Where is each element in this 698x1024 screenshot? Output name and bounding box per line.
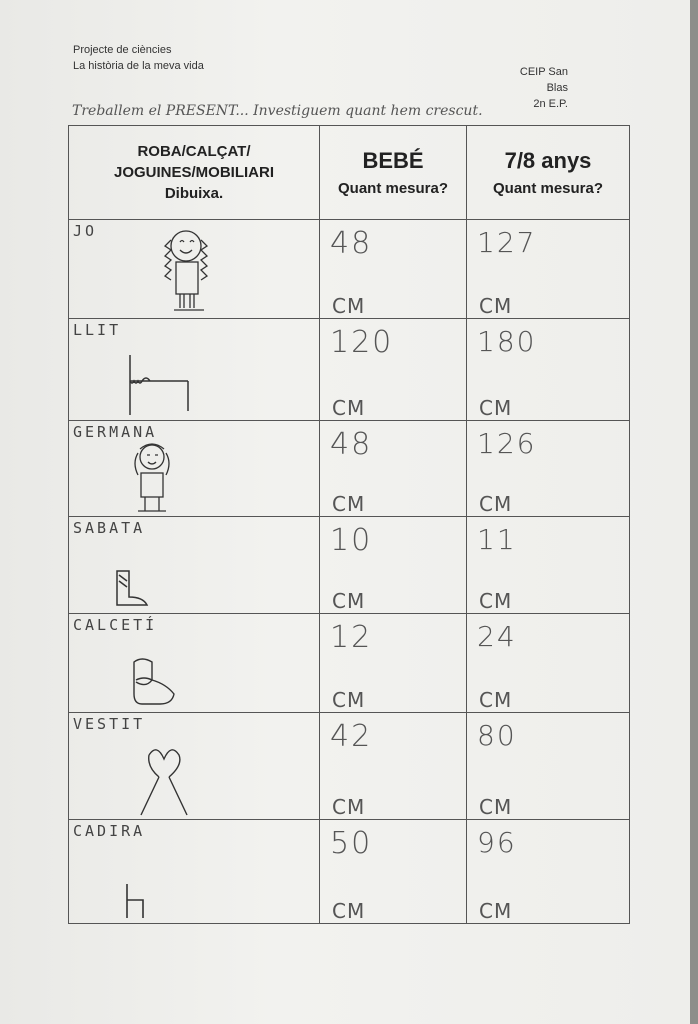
item-cell xyxy=(69,319,320,421)
baby-measure-unit: CM xyxy=(332,294,366,318)
age78-measure-unit: CM xyxy=(479,899,513,923)
project-line-1: Projecte de ciències xyxy=(73,44,172,56)
item-label: CADIRA xyxy=(73,822,146,840)
item-label: SABATA xyxy=(73,519,146,537)
age78-measure-value: 127 xyxy=(477,226,537,259)
table-row xyxy=(69,820,630,924)
item-label: GERMANA xyxy=(73,423,158,441)
baby-value-cell xyxy=(320,220,467,319)
baby-value-cell xyxy=(320,713,467,820)
table-header-row xyxy=(69,126,630,220)
item-label: CALCETÍ xyxy=(73,616,158,634)
girl-self-drawing xyxy=(144,228,244,314)
age78-measure-value: 80 xyxy=(477,719,517,752)
age78-measure-value: 96 xyxy=(477,826,517,859)
age78-measure-value: 11 xyxy=(477,523,517,556)
age78-measure-unit: CM xyxy=(479,795,513,819)
table-row xyxy=(69,421,630,517)
measurement-table xyxy=(68,125,630,924)
grade-label: 2n E.P. xyxy=(533,98,568,110)
items-header-line-2: JOGUINES/MOBILIARI xyxy=(113,164,274,181)
dress-drawing xyxy=(129,745,199,817)
items-header-line-3: Dibuixa. xyxy=(164,185,224,202)
baby-measure-value: 120 xyxy=(330,325,394,360)
item-label: VESTIT xyxy=(73,715,146,733)
sock-drawing xyxy=(124,654,184,708)
age78-measure-value: 180 xyxy=(477,325,537,358)
age78-measure-unit: CM xyxy=(479,492,513,516)
baby-value-cell xyxy=(320,319,467,421)
table-row xyxy=(69,614,630,713)
item-cell xyxy=(69,421,320,517)
items-header-line-1: ROBA/CALÇAT/ xyxy=(137,143,251,160)
item-label: JO xyxy=(73,222,98,240)
baby-measure-value: 12 xyxy=(330,620,373,655)
age78-value-cell xyxy=(467,421,630,517)
baby-column-title: BEBÉ xyxy=(362,148,424,173)
school-heading xyxy=(498,64,568,112)
age78-measure-unit: CM xyxy=(479,294,513,318)
age78-column-header xyxy=(467,126,630,220)
age78-value-cell xyxy=(467,319,630,421)
baby-measure-unit: CM xyxy=(332,795,366,819)
worksheet-subtitle: Treballem el PRESENT... Investiguem quant hem crescut. xyxy=(72,103,483,119)
baby-measure-unit: CM xyxy=(332,688,366,712)
sister-drawing xyxy=(124,439,184,515)
baby-column-subtitle: Quant mesura? xyxy=(337,180,449,197)
item-cell xyxy=(69,713,320,820)
item-label: LLIT xyxy=(73,321,122,339)
baby-measure-value: 48 xyxy=(330,226,373,261)
baby-measure-unit: CM xyxy=(332,492,366,516)
age78-value-cell xyxy=(467,517,630,614)
project-line-2: La història de la meva vida xyxy=(73,60,204,72)
baby-column-header xyxy=(320,126,467,220)
age78-measure-unit: CM xyxy=(479,688,513,712)
age78-value-cell xyxy=(467,614,630,713)
item-cell xyxy=(69,517,320,614)
item-cell xyxy=(69,220,320,319)
age78-measure-unit: CM xyxy=(479,396,513,420)
shoe-drawing xyxy=(109,567,159,611)
baby-measure-unit: CM xyxy=(332,589,366,613)
baby-measure-unit: CM xyxy=(332,899,366,923)
age78-measure-value: 126 xyxy=(477,427,537,460)
baby-value-cell xyxy=(320,820,467,924)
baby-value-cell xyxy=(320,517,467,614)
page-edge-shadow xyxy=(690,0,698,1024)
table-row xyxy=(69,220,630,319)
item-cell xyxy=(69,820,320,924)
baby-value-cell xyxy=(320,614,467,713)
item-cell xyxy=(69,614,320,713)
age78-value-cell xyxy=(467,220,630,319)
table-row xyxy=(69,319,630,421)
table-row xyxy=(69,517,630,614)
baby-measure-value: 48 xyxy=(330,427,373,462)
items-column-header xyxy=(69,126,320,220)
age78-measure-value: 24 xyxy=(477,620,517,653)
baby-measure-value: 10 xyxy=(330,523,373,558)
age78-measure-unit: CM xyxy=(479,589,513,613)
table-row xyxy=(69,713,630,820)
baby-measure-unit: CM xyxy=(332,396,366,420)
baby-measure-value: 50 xyxy=(330,826,373,861)
baby-value-cell xyxy=(320,421,467,517)
chair-drawing xyxy=(121,882,151,920)
baby-measure-value: 42 xyxy=(330,719,373,754)
project-heading xyxy=(73,42,204,74)
age78-column-title: 7/8 anys xyxy=(504,148,592,173)
age78-value-cell xyxy=(467,820,630,924)
age78-value-cell xyxy=(467,713,630,820)
bed-drawing xyxy=(124,351,204,417)
age78-column-subtitle: Quant mesura? xyxy=(492,180,604,197)
school-name: CEIP San Blas xyxy=(519,66,568,94)
